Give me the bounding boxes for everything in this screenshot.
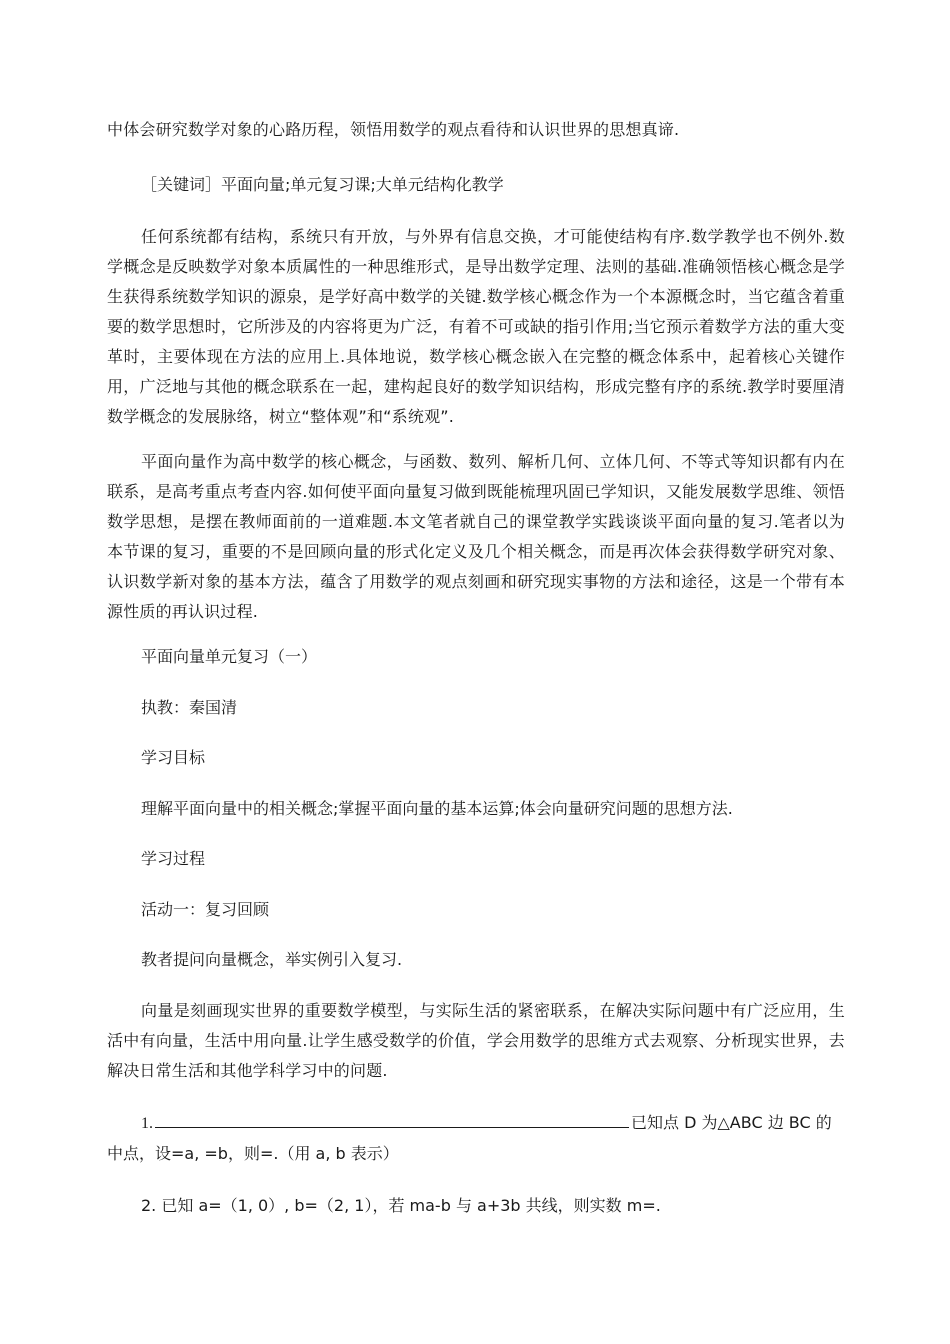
activity-one-heading: 活动一：复习回顾 xyxy=(141,900,270,919)
teacher-prompt-line: 教者提问向量概念，举实例引入复习. xyxy=(141,950,403,969)
question-one-number: 1. xyxy=(141,1115,153,1132)
goals-text: 理解平面向量中的相关概念;掌握平面向量的基本运算;体会向量研究问题的思想方法. xyxy=(141,799,733,818)
teacher-line: 执教：秦国清 xyxy=(141,698,238,717)
lesson-title: 平面向量单元复习（一） xyxy=(141,647,318,666)
vector-paragraph: 平面向量作为高中数学的核心概念，与函数、数列、解析几何、立体几何、不等式等知识都有内在联系，是高考重点考查内容.如何使平面向量复习做到既能梳理巩固已学知识，又能发展数学思维、领悟数学思想，是摆在教师面前的一道难题.本文笔者就自己的课堂教学实践谈谈平面向量的复习.笔者以为本节课的复习，重要的不是回顾向量的形式化定义及几个相关概念，而是再次体会获得数学研究对象、认识数学新对象的基本方法，蕴含了用数学的观点刻画和研究现实事物的方法和途径，这是一个带有本源性质的再认识过程. xyxy=(107,452,845,621)
system-paragraph: 任何系统都有结构，系统只有开放，与外界有信息交换，才可能使结构有序.数学教学也不例外.数学概念是反映数学对象本质属性的一种思维形式，是导出数学定理、法则的基础.准确领悟核心概念是学生获得系统数学知识的源泉，是学好高中数学的关键.数学核心概念作为一个本源概念时，当它蕴含着重要的数学思想时，它所涉及的内容将更为广泛，有着不可或缺的指引作用;当它预示着数学方法的重大变革时，主要体现在方法的应用上.具体地说，数学核心概念嵌入在完整的概念体系中，起着核心关键作用，广泛地与其他的概念联系在一起，建构起良好的数学知识结构，形成完整有序的系统.教学时要厘清数学概念的发展脉络，树立“整体观”和“系统观”. xyxy=(107,227,845,426)
question-one-line-2: 中点，设=a, =b，则=.（用 a, b 表示） xyxy=(107,1144,399,1163)
keywords-line: ［关键词］平面向量;单元复习课;大单元结构化教学 xyxy=(141,175,504,194)
intro-tail-paragraph: 中体会研究数学对象的心路历程，领悟用数学的观点看待和认识世界的思想真谛. xyxy=(107,120,680,139)
question-one-line-1 xyxy=(141,1108,832,1139)
model-paragraph: 向量是刻画现实世界的重要数学模型，与实际生活的紧密联系，在解决实际问题中有广泛应用，生活中有向量，生活中用向量.让学生感受数学的价值，学会用数学的思维方式去观察、分析现实世界，去解决日常生活和其他学科学习中的问题. xyxy=(107,1001,845,1080)
goals-heading: 学习目标 xyxy=(141,748,206,767)
question-one-blank xyxy=(155,1109,629,1128)
question-one-text-a: 已知点 D 为△ABC 边 BC 的 xyxy=(631,1113,832,1132)
process-heading: 学习过程 xyxy=(141,849,206,868)
question-two: 2. 已知 a=（1, 0）, b=（2, 1），若 ma-b 与 a+3b 共线，则实数 m=. xyxy=(141,1196,661,1215)
